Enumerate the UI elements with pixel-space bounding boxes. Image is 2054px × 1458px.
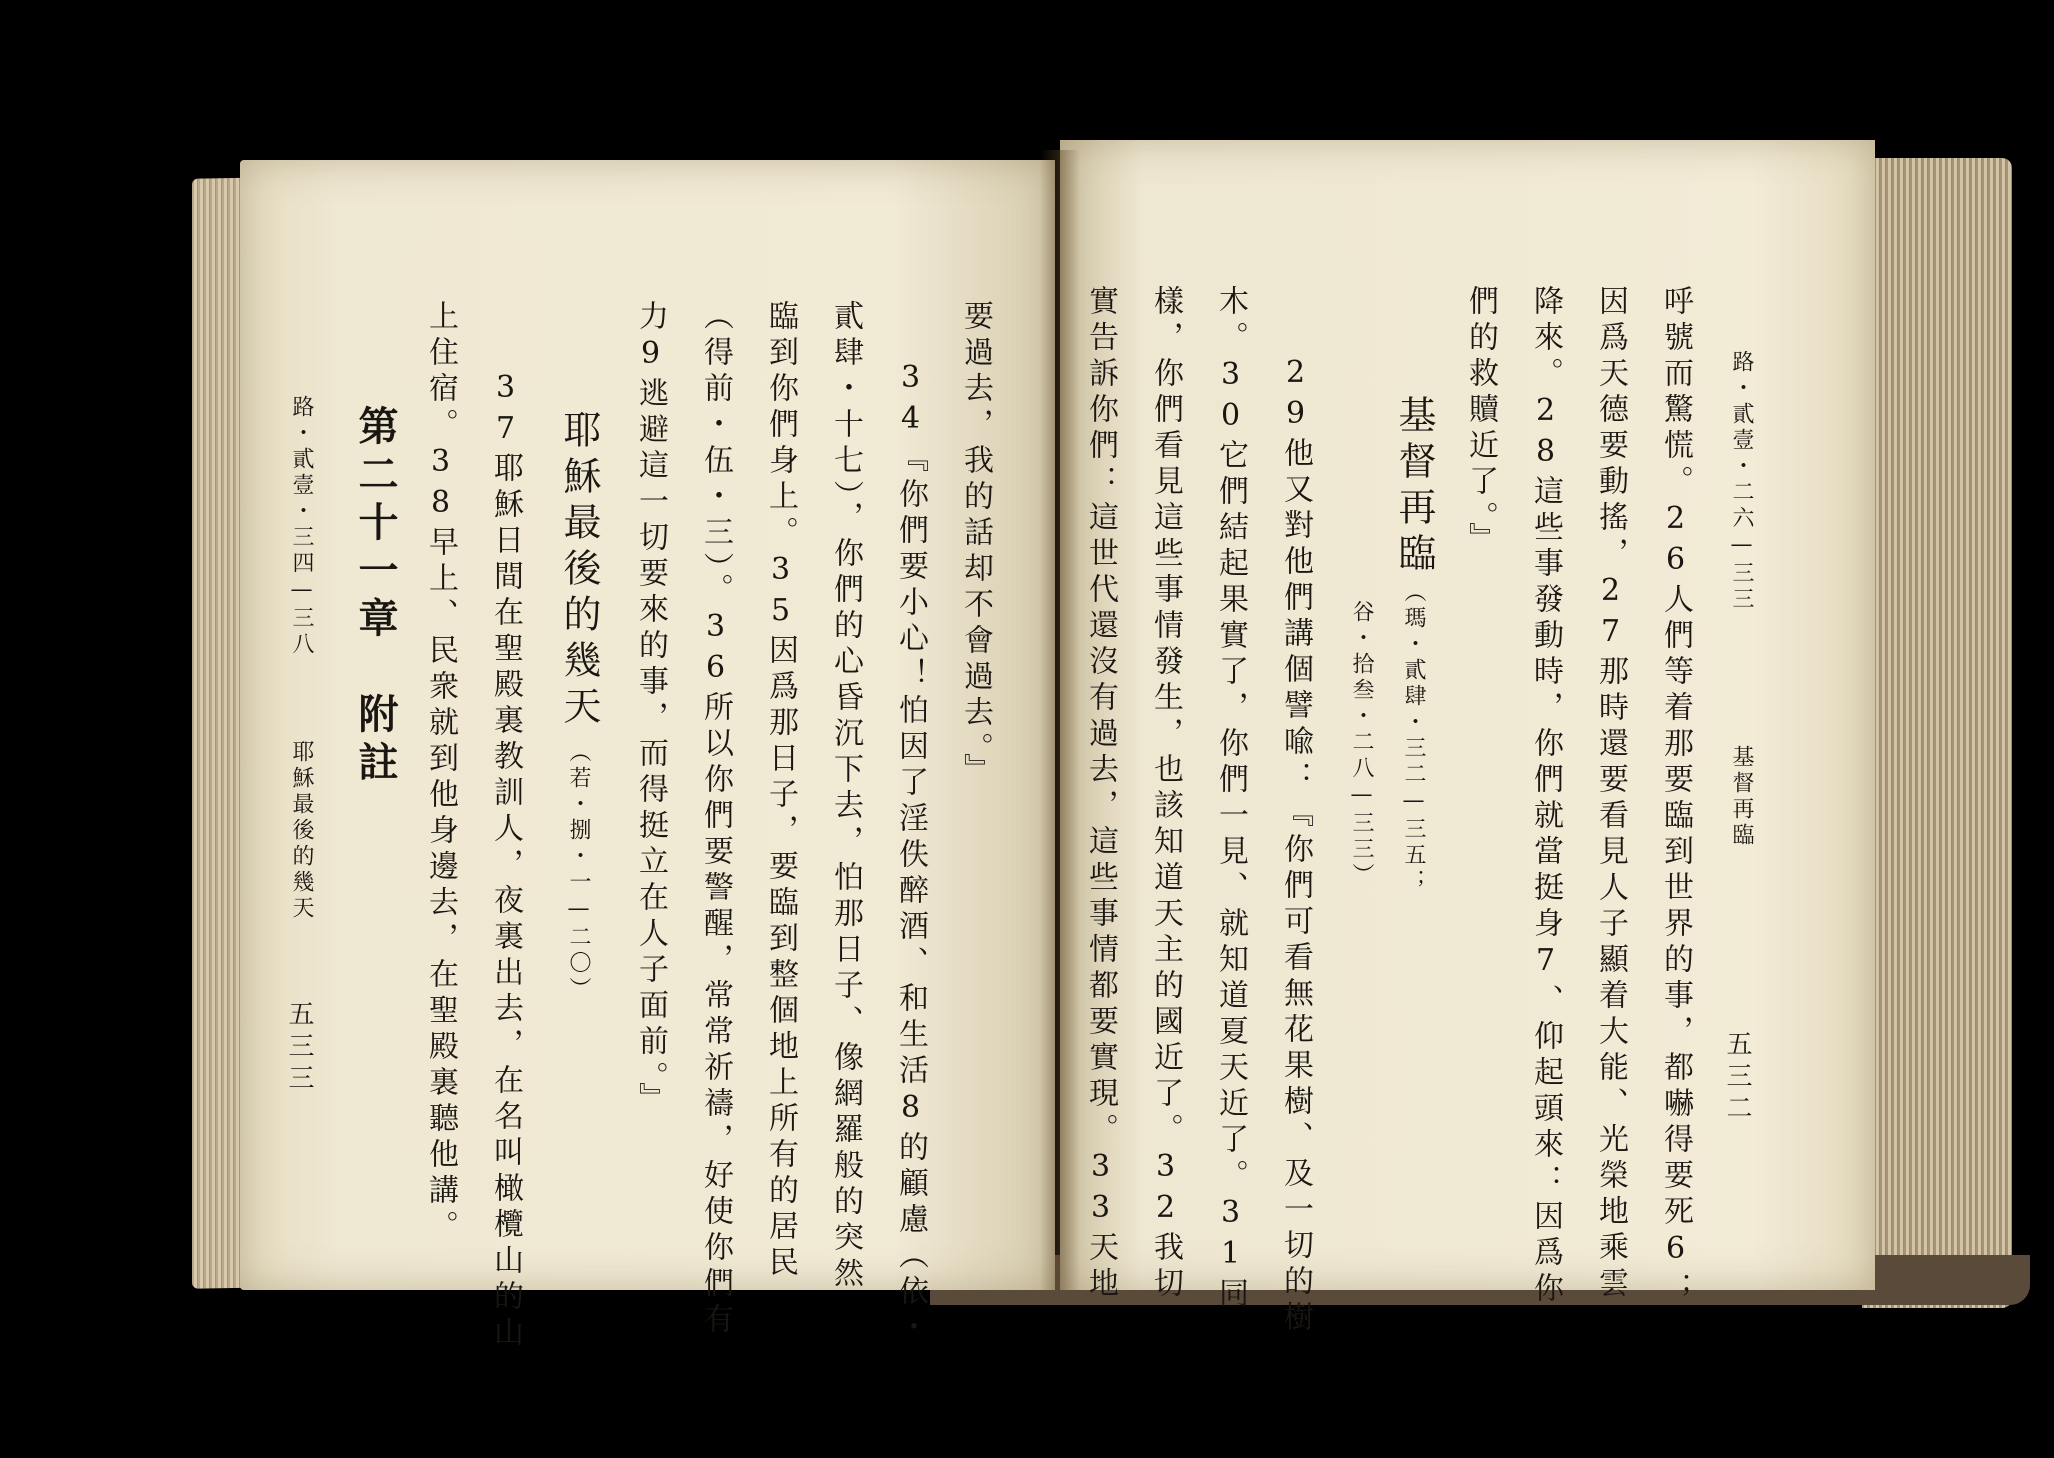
page-number-right: 五三二 [1722,1030,1752,1126]
text-line: （得前・伍・三）。36所以你們要警醒，常常祈禱，好使你們有 [698,300,733,1339]
text-line: 臨到你們身上。35因爲那日子，要臨到整個地上所有的居民 [763,300,798,1282]
text-line: 要過去，我的話却不會過去。』 [958,300,993,789]
text-line: 實告訴你們：這世代還沒有過去，這些事情都要實現。33天地 [1083,285,1118,1303]
section-title: 基督再臨 [1392,395,1436,579]
text-line: 貳肆・十七），你們的心昏沉下去，怕那日子、像網羅般的突然 [828,300,863,1293]
running-footer-ref: 路・貳壹・三四—三八 [289,395,314,658]
section-reference: （若・捌・一—二〇） [566,740,591,1003]
book-gutter [1040,150,1080,1290]
text-line: 37耶穌日間在聖殿裏教訓人，夜裏出去，在名叫橄欖山的山 [488,370,523,1352]
running-footer-title: 耶穌最後的幾天 [289,740,314,922]
running-header-ref: 路・貳壹・二六—三三 [1729,350,1754,613]
running-header-title: 基督再臨 [1729,745,1754,849]
text-line: 上住宿。38早上、民衆就到他身邊去，在聖殿裏聽他講。 [423,300,458,1246]
text-line: 因爲天德要動搖，27那時還要看見人子顯着大能、光榮地乘雲 [1593,285,1628,1303]
text-line: 們的救贖近了。』 [1463,285,1498,558]
text-line: 降來。28這些事發動時，你們就當挺身7、仰起頭來：因爲你 [1528,285,1563,1308]
section-reference: 谷・拾叁・二八—三三） [1349,600,1374,889]
section-reference: （瑪・貳肆・三二—三五； [1401,580,1426,895]
text-line: 木。30它們結起果實了，你們一見、就知道夏天近了。31同 [1213,285,1248,1313]
chapter-notes-heading: 第二十一章 附註 [352,405,399,789]
text-line: 29他又對他們講個譬喩：『你們可看無花果樹、及一切的樹 [1278,355,1313,1337]
section-title: 耶穌最後的幾天 [557,410,601,732]
page-number-left: 五三三 [284,1000,314,1096]
text-line: 34『你們要小心！怕因了淫佚醉酒、和生活8的顧慮（依・ [893,360,928,1347]
text-line: 力9逃避這一切要來的事，而得挺立在人子面前。』 [633,300,668,1118]
right-page-edges [1862,158,2012,1308]
text-line: 樣，你們看見這些事情發生，也該知道天主的國近了。32我切 [1148,285,1183,1303]
text-line: 呼號而驚慌。26人們等着那要臨到世界的事，都嚇得要死6； [1658,285,1693,1308]
